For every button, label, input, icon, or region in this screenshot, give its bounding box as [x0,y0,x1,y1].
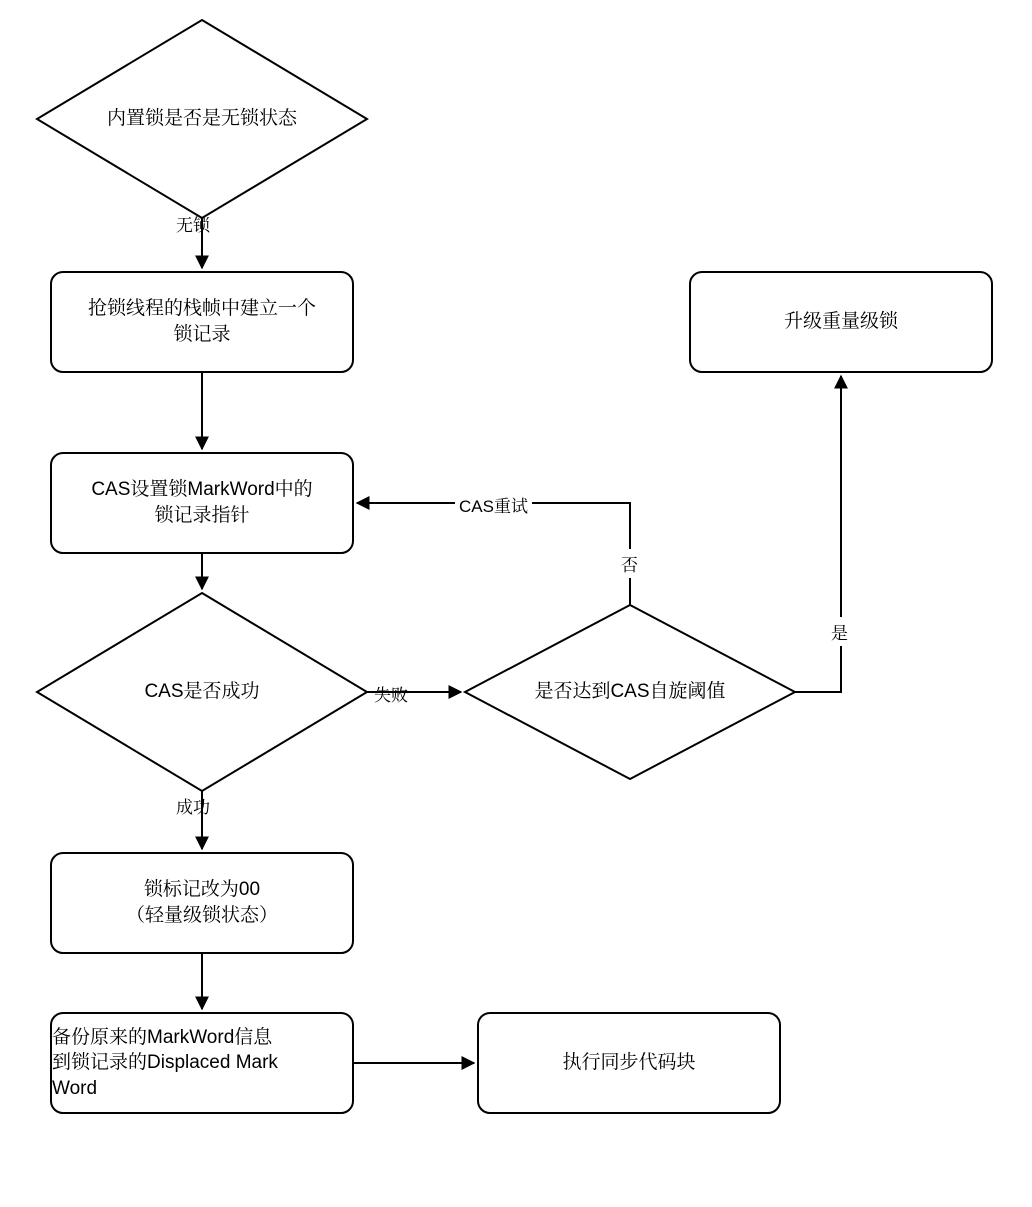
node-shape-decision-spin-threshold [465,605,795,779]
node-label-backup-markword: 备份原来的MarkWord信息 到锁记录的Displaced Mark Word [52,1026,278,1099]
edge-label-fou: 否 [618,549,641,578]
edge-label-cas-retry: CAS重试 [455,492,532,517]
edge-label-wusuo: 无锁 [176,216,210,235]
node-label-run-sync-block: 执行同步代码块 [562,1052,696,1074]
node-shape-upgrade-heavy-lock [690,272,992,372]
edge-label-shi: 是 [828,617,851,646]
node-shape-decision-cas-success [37,593,367,791]
node-shape-backup-markword [51,1013,353,1113]
node-label-create-lock-record: 抢锁线程的栈帧中建立一个 锁记录 [87,298,316,345]
node-label-cas-set-markword: CAS设置锁MarkWord中的 锁记录指针 [91,479,313,526]
node-label-set-lock-flag: 锁标记改为00 （轻量级锁状态） [125,879,278,926]
node-label-decision-cas-success: CAS是否成功 [144,681,260,703]
node-label-decision-spin-threshold: 是否达到CAS自旋阈值 [534,681,726,703]
node-shape-create-lock-record [51,272,353,372]
node-shape-decision-idle-lock [37,20,367,218]
node-label-decision-idle-lock: 内置锁是否是无锁状态 [106,108,297,130]
edge-label-chenggong: 成功 [176,798,210,817]
node-label-upgrade-heavy-lock: 升级重量级锁 [783,311,898,333]
node-shape-run-sync-block [478,1013,780,1113]
edge-label-shibai: 失败 [374,686,408,705]
edge-threshold-no-to-cas-retry [357,503,630,605]
node-shape-cas-set-markword [51,453,353,553]
node-shape-set-lock-flag [51,853,353,953]
